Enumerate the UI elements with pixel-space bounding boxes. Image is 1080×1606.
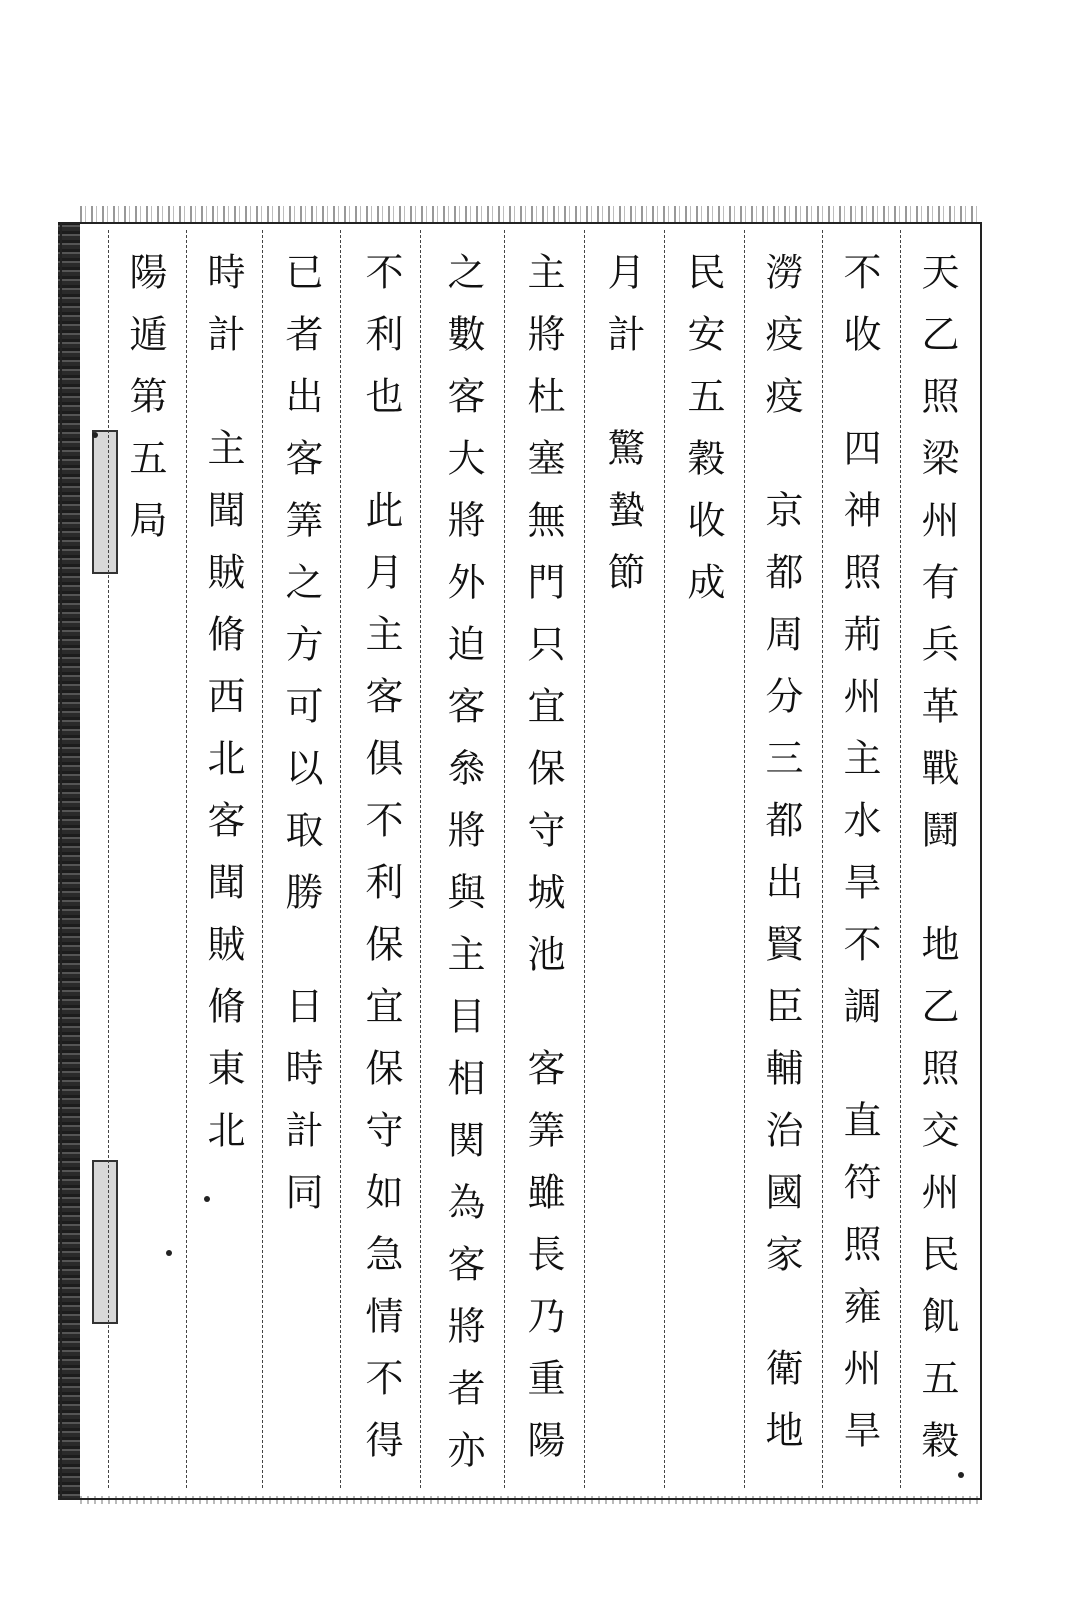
column-rule	[108, 230, 109, 1488]
text-column-7	[441, 252, 485, 1492]
column-rule	[340, 230, 341, 1488]
column-rule	[504, 230, 505, 1488]
text-run: 此月主客俱不利保宜保守如急情不得	[359, 490, 403, 1482]
column-rule	[186, 230, 187, 1488]
text-column-10	[201, 252, 245, 1172]
text-column-8	[359, 252, 403, 1482]
text-run: 不收	[837, 252, 881, 376]
text-run: 驚蟄節	[601, 428, 645, 614]
column-rule	[664, 230, 665, 1488]
text-run: 月計	[601, 252, 645, 376]
text-column-4	[681, 252, 725, 624]
text-run: 主聞賊脩西北客聞賊脩東北	[201, 428, 245, 1172]
ink-speck	[92, 432, 98, 438]
section-heading: 陽遁第五局	[123, 252, 167, 562]
margin-seal-upper	[92, 430, 118, 574]
text-run: 時計	[201, 252, 245, 376]
text-column-3	[759, 252, 803, 1472]
text-run: 客筭雖長乃重陽	[521, 1048, 565, 1482]
column-rule	[822, 230, 823, 1488]
text-run: 天乙照梁州有兵革戰鬪	[915, 252, 959, 872]
page-top-edge	[80, 206, 982, 222]
text-run: 不利也	[359, 252, 403, 438]
text-column-9	[279, 252, 323, 1234]
text-run: 日時計同	[279, 986, 323, 1234]
text-run: 之數客大將外迫客叅將與主目相関為客將者亦	[441, 252, 485, 1492]
column-rule	[900, 230, 901, 1488]
ink-speck	[204, 1196, 210, 1202]
text-column-5	[601, 252, 645, 614]
ink-speck	[166, 1250, 172, 1256]
text-run: 已者出客筭之方可以取勝	[279, 252, 323, 934]
text-run: 京都周分三都出賢臣輔治國家	[759, 490, 803, 1296]
text-run: 衛地	[759, 1348, 803, 1472]
column-rule	[262, 230, 263, 1488]
text-run: 主將杜塞無門只宜保守城池	[521, 252, 565, 996]
text-run: 澇疫疫	[759, 252, 803, 438]
column-rule	[584, 230, 585, 1488]
column-rule	[744, 230, 745, 1488]
text-column-11	[123, 252, 167, 562]
margin-seal-lower	[92, 1160, 118, 1324]
text-run: 地乙照交州民飢五穀	[915, 924, 959, 1482]
column-rule	[420, 230, 421, 1488]
text-column-2	[837, 252, 881, 1472]
text-column-6	[521, 252, 565, 1482]
text-run: 直符照雍州旱	[837, 1100, 881, 1472]
text-run: 民安五穀收成	[681, 252, 725, 624]
text-column-1	[915, 252, 959, 1482]
text-run: 四神照荊州主水旱不調	[837, 428, 881, 1048]
